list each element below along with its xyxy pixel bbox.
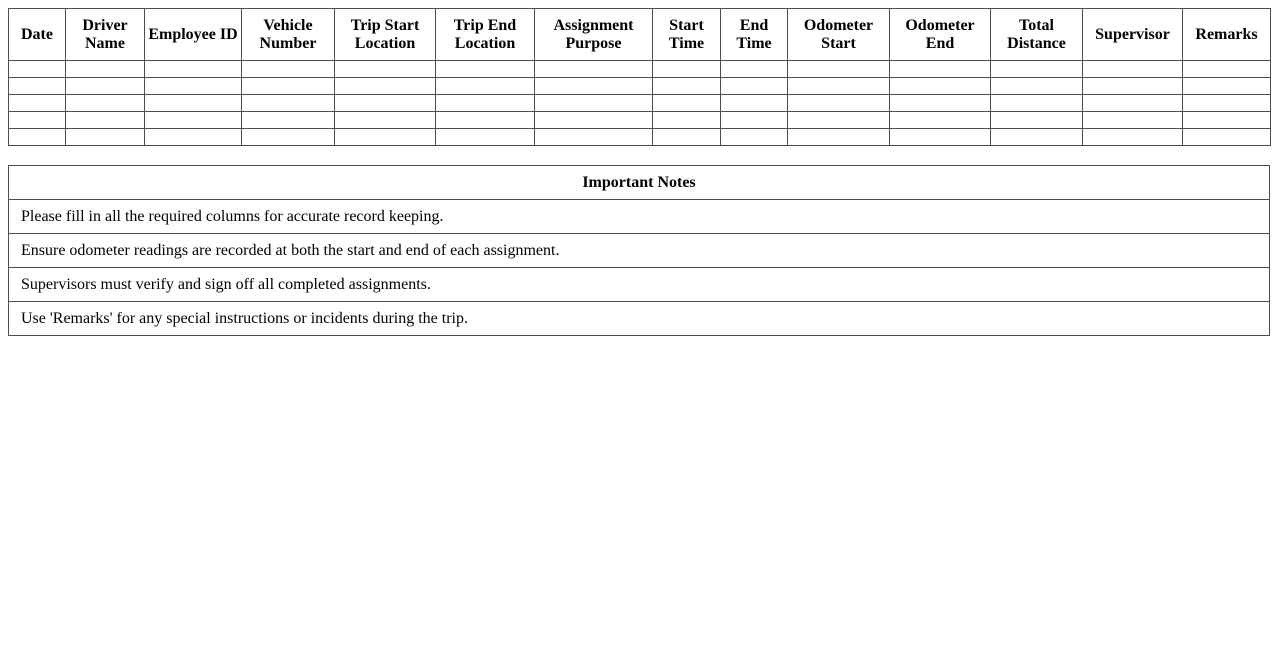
table-cell[interactable] [890,112,991,129]
table-cell[interactable] [335,112,436,129]
column-header-date: Date [9,9,66,61]
table-cell[interactable] [66,129,145,146]
table-cell[interactable] [145,78,242,95]
column-header-driver-name: Driver Name [66,9,145,61]
table-row [9,78,1271,95]
table-cell[interactable] [335,95,436,112]
column-header-assignment-purpose: Assignment Purpose [535,9,653,61]
table-cell[interactable] [335,78,436,95]
table-cell[interactable] [788,78,890,95]
table-cell[interactable] [436,112,535,129]
note-text: Ensure odometer readings are recorded at both the start and end of each assignment. [9,234,1270,268]
table-cell[interactable] [1083,61,1183,78]
table-cell[interactable] [436,78,535,95]
table-cell[interactable] [1083,78,1183,95]
table-cell[interactable] [242,78,335,95]
table-cell[interactable] [721,61,788,78]
table-cell[interactable] [890,61,991,78]
table-cell[interactable] [788,129,890,146]
table-row [9,129,1271,146]
column-header-end-time: End Time [721,9,788,61]
table-cell[interactable] [653,95,721,112]
column-header-trip-end-location: Trip End Location [436,9,535,61]
note-row [9,268,1270,302]
table-cell[interactable] [9,129,66,146]
table-cell[interactable] [1183,78,1271,95]
table-cell[interactable] [788,112,890,129]
table-cell[interactable] [890,129,991,146]
table-cell[interactable] [721,129,788,146]
table-cell[interactable] [890,78,991,95]
table-row [9,112,1271,129]
table-cell[interactable] [436,129,535,146]
table-cell[interactable] [1183,95,1271,112]
table-cell[interactable] [242,129,335,146]
table-cell[interactable] [335,129,436,146]
table-cell[interactable] [535,78,653,95]
notes-header-row [9,166,1270,200]
table-cell[interactable] [1183,129,1271,146]
table-row [9,61,1271,78]
important-notes-table [8,165,1270,336]
note-row [9,200,1270,234]
table-cell[interactable] [535,129,653,146]
table-cell[interactable] [788,61,890,78]
table-cell[interactable] [1183,61,1271,78]
table-cell[interactable] [1083,129,1183,146]
table-cell[interactable] [991,112,1083,129]
table-cell[interactable] [9,61,66,78]
table-cell[interactable] [9,112,66,129]
table-cell[interactable] [535,95,653,112]
table-cell[interactable] [145,129,242,146]
table-cell[interactable] [66,61,145,78]
table-cell[interactable] [436,61,535,78]
table-cell[interactable] [436,95,535,112]
column-header-odometer-start: Odometer Start [788,9,890,61]
table-cell[interactable] [9,95,66,112]
table-cell[interactable] [242,61,335,78]
note-text: Supervisors must verify and sign off all completed assignments. [9,268,1270,302]
table-cell[interactable] [991,78,1083,95]
column-header-total-distance: Total Distance [991,9,1083,61]
table-cell[interactable] [1083,95,1183,112]
table-cell[interactable] [721,78,788,95]
table-cell[interactable] [242,95,335,112]
table-cell[interactable] [145,95,242,112]
column-header-supervisor: Supervisor [1083,9,1183,61]
column-header-remarks: Remarks [1183,9,1271,61]
table-cell[interactable] [991,129,1083,146]
table-cell[interactable] [535,61,653,78]
table-cell[interactable] [721,112,788,129]
vehicle-log-table [8,8,1271,146]
table-cell[interactable] [653,129,721,146]
column-header-start-time: Start Time [653,9,721,61]
table-cell[interactable] [721,95,788,112]
table-cell[interactable] [66,95,145,112]
notes-title: Important Notes [9,166,1270,200]
table-cell[interactable] [1083,112,1183,129]
table-cell[interactable] [991,95,1083,112]
column-header-employee-id: Employee ID [145,9,242,61]
table-cell[interactable] [788,95,890,112]
table-cell[interactable] [535,112,653,129]
note-row [9,302,1270,336]
note-text: Please fill in all the required columns for accurate record keeping. [9,200,1270,234]
table-cell[interactable] [9,78,66,95]
table-cell[interactable] [145,112,242,129]
table-cell[interactable] [242,112,335,129]
table-cell[interactable] [890,95,991,112]
table-cell[interactable] [66,112,145,129]
table-cell[interactable] [1183,112,1271,129]
column-header-trip-start-location: Trip Start Location [335,9,436,61]
note-row [9,234,1270,268]
note-text: Use 'Remarks' for any special instructions or incidents during the trip. [9,302,1270,336]
table-cell[interactable] [335,61,436,78]
table-cell[interactable] [145,61,242,78]
column-header-vehicle-number: Vehicle Number [242,9,335,61]
table-cell[interactable] [653,112,721,129]
table-row [9,95,1271,112]
log-table-body [9,61,1271,146]
table-cell[interactable] [653,78,721,95]
table-cell[interactable] [66,78,145,95]
table-cell[interactable] [653,61,721,78]
table-cell[interactable] [991,61,1083,78]
column-header-odometer-end: Odometer End [890,9,991,61]
header-row [9,9,1271,61]
